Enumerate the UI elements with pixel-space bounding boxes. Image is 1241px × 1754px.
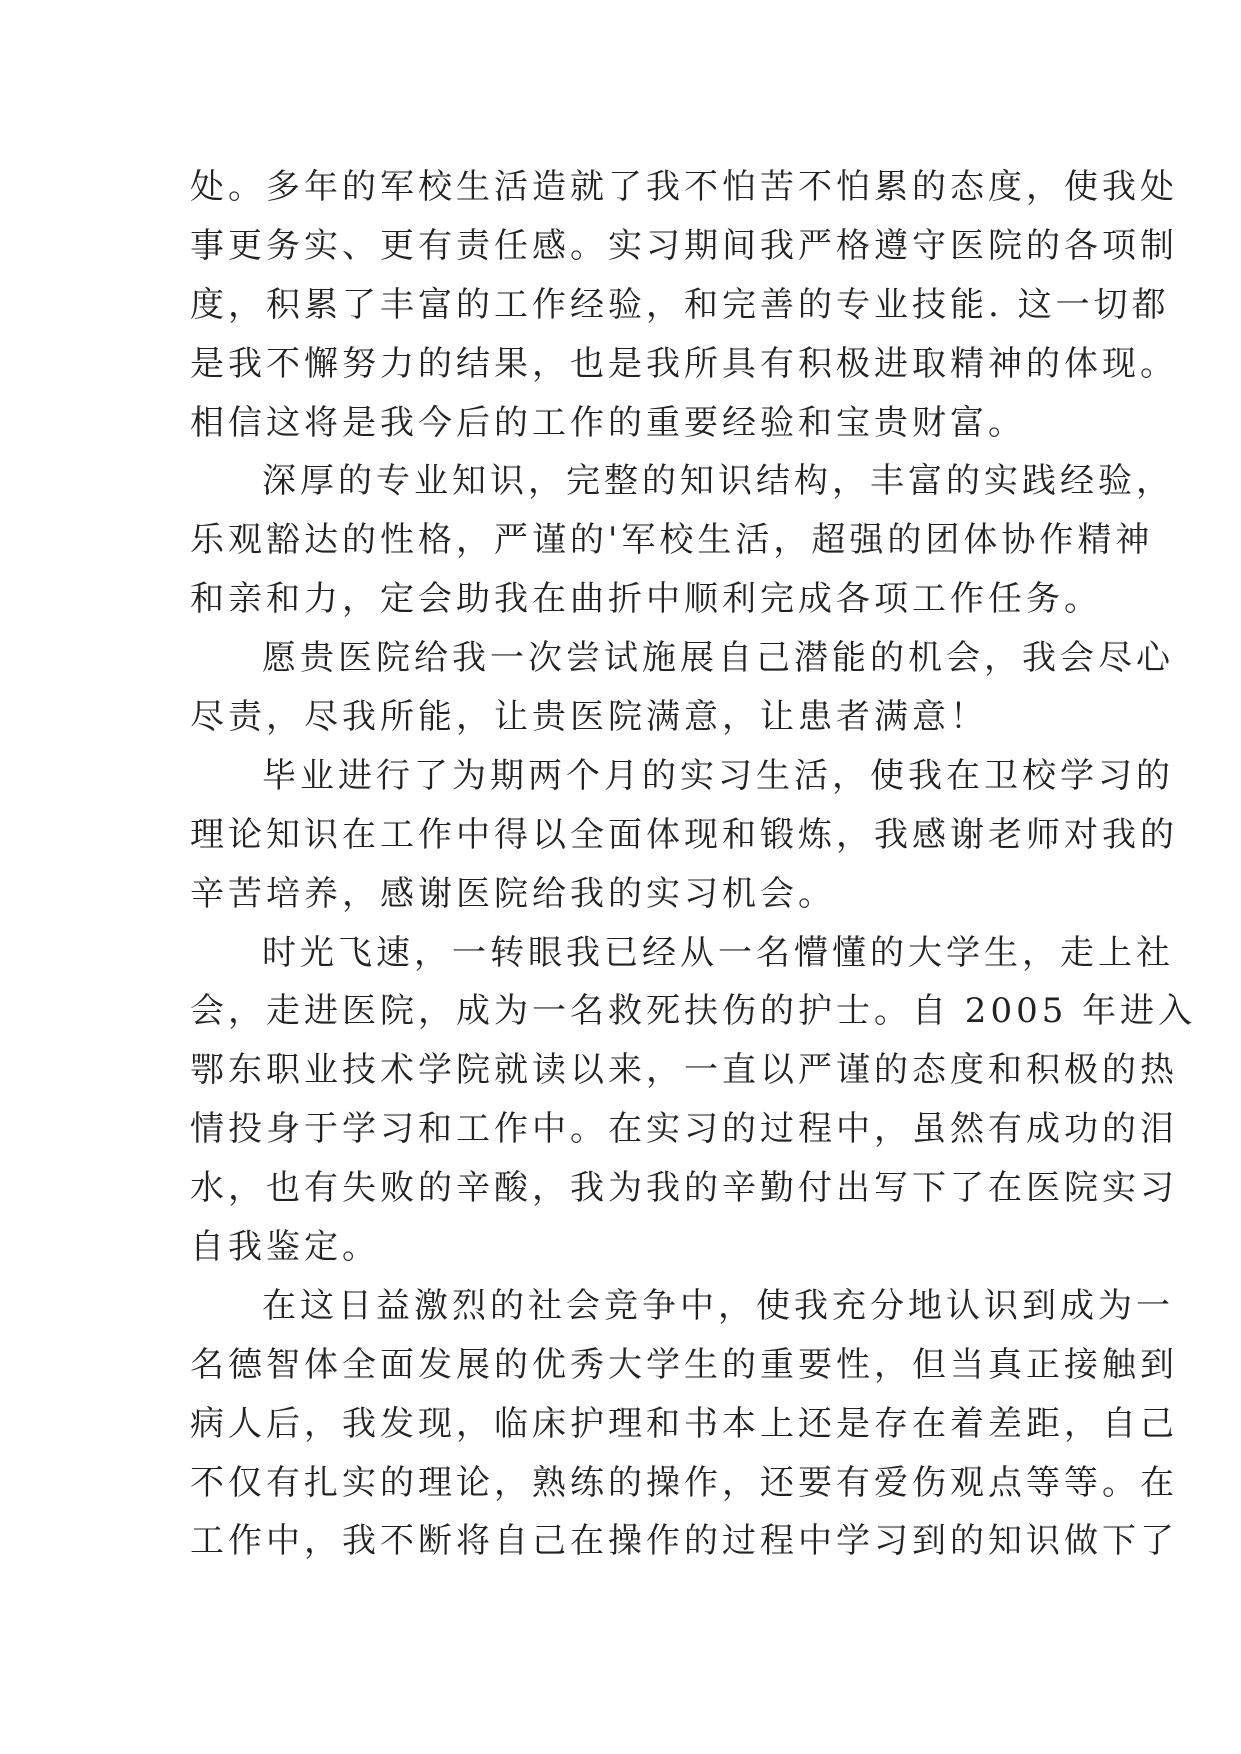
text-line: 相信这将是我今后的工作的重要经验和宝贵财富。 [190, 402, 1026, 443]
text-line: 尽责，尽我所能，让贵医院满意，让患者满意！ [190, 697, 988, 738]
text-line: 乐观豁达的性格，严谨的'军校生活，超强的团体协作精神 [190, 520, 1154, 561]
paragraph-first-line: 愿贵医院给我一次尝试施展自己潜能的机会，我会尽心 [262, 638, 1174, 679]
text-line: 事更务实、更有责任感。实习期间我严格遵守医院的各项制 [190, 225, 1178, 266]
text-line: 情投身于学习和工作中。在实习的过程中，虽然有成功的泪 [190, 1109, 1178, 1150]
paragraph-first-line: 毕业进行了为期两个月的实习生活，使我在卫校学习的 [262, 755, 1174, 796]
text-line: 理论知识在工作中得以全面体现和锻炼，我感谢老师对我的 [190, 814, 1178, 855]
text-line: 工作中，我不断将自己在操作的过程中学习到的知识做下了 [190, 1521, 1178, 1562]
text-line: 和亲和力，定会助我在曲折中顺利完成各项工作任务。 [190, 579, 1102, 620]
text-line: 病人后，我发现，临床护理和书本上还是存在着差距，自己 [190, 1403, 1178, 1444]
text-line: 鄂东职业技术学院就读以来，一直以严谨的态度和积极的热 [190, 1050, 1178, 1091]
text-line: 自我鉴定。 [190, 1227, 380, 1268]
paragraph-first-line: 深厚的专业知识，完整的知识结构，丰富的实践经验， [262, 461, 1174, 502]
text-line: 不仅有扎实的理论，熟练的操作，还要有爱伤观点等等。在 [190, 1462, 1178, 1503]
text-line: 水，也有失败的辛酸，我为我的辛勤付出写下了在医院实习 [190, 1168, 1178, 1209]
paragraph-first-line: 时光飞速，一转眼我已经从一名懵懂的大学生，走上社 [262, 932, 1174, 973]
document-body [190, 158, 1197, 1571]
text-line: 度，积累了丰富的工作经验，和完善的专业技能. 这一切都 [190, 284, 1170, 325]
text-line: 名德智体全面发展的优秀大学生的重要性，但当真正接触到 [190, 1344, 1178, 1385]
text-line: 会，走进医院，成为一名救死扶伤的护士。自 2005 年进入 [190, 991, 1197, 1032]
text-line: 处。多年的军校生活造就了我不怕苦不怕累的态度，使我处 [190, 167, 1178, 207]
text-line: 是我不懈努力的结果，也是我所具有积极进取精神的体现。 [190, 343, 1178, 384]
text-line: 辛苦培养，感谢医院给我的实习机会。 [190, 873, 836, 914]
paragraph-first-line: 在这日益激烈的社会竞争中，使我充分地认识到成为一 [262, 1285, 1174, 1326]
